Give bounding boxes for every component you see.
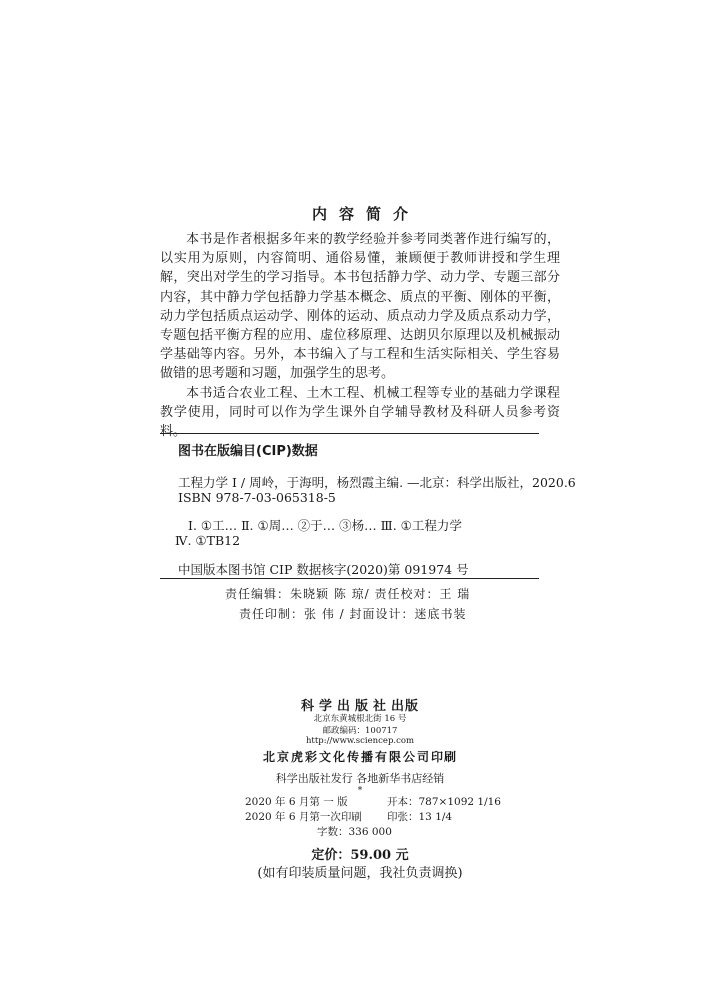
spec-row-edition <box>245 795 501 810</box>
printer-name: 北京虎彩文化传播有限公司 <box>262 750 431 764</box>
cip-isbn: ISBN 978-7-03-065318-5 <box>178 490 336 505</box>
cip-title-line: 工程力学 Ⅰ / 周岭，于海明，杨烈霞主编. —北京：科学出版社，2020.6 <box>178 475 576 490</box>
separator-star: * <box>357 786 363 796</box>
summary-paragraph-1: 本书是作者根据多年来的教学经验并参考同类著作进行编写的，以实用为原则，内容简明、通俗易懂，兼顾便于教师讲授和学生理解，突出对学生的学习指导。本书包括静力学、动力学、专题三部分内容，其中静力学包括静力学基本概念、质点的平衡、刚体的平衡，动力学包括质点运动学、刚体的运动、质点动力学及质点系动力学，专题包括平衡方程的应用、虚位移原理、达朗贝尔原理以及机械振动学基础等内容。另外，本书编入了与工程和生活实际相关、学生容易做错的思考题和习题，加强学生的思考。 <box>160 232 560 382</box>
distribution: 科学出版社发行 各地新华书店经销 <box>275 772 445 785</box>
cip-classification-2: Ⅳ. ①TB12 <box>175 533 241 548</box>
cip-classification-1: Ⅰ. ①工… Ⅱ. ①周… ②于… ③杨… Ⅲ. ①工程力学 <box>188 518 462 533</box>
printer-line <box>0 748 720 765</box>
summary-paragraph-2: 本书适合农业工程、土木工程、机械工程等专业的基础力学课程教学使用，同时可以作为学生课外自学辅导教材及科研人员参考资料。 <box>160 385 560 440</box>
publisher-website: http://www.sciencep.com <box>305 736 415 746</box>
summary-title: 内容简介 <box>311 205 420 223</box>
credits-production: 责任印制：张 伟 / 封面设计：迷底书装 <box>239 607 467 621</box>
spec-row-printing <box>245 810 501 825</box>
quality-notice: (如有印装质量问题，我社负责调换) <box>257 866 463 881</box>
publisher-name: 科学出版社 <box>300 699 391 714</box>
price: 定价：59.00 元 <box>311 848 409 863</box>
credits-editors: 责任编辑：朱晓颖 陈 琼/ 责任校对：王 瑞 <box>225 587 471 601</box>
publisher-postcode: 邮政编码：100717 <box>322 726 398 736</box>
format: 开本：787×1092 1/16 <box>387 796 501 808</box>
printing-date: 2020 年 6 月第一次印刷 <box>245 811 362 823</box>
cip-top-rule <box>160 433 539 434</box>
cip-heading: 图书在版编目(CIP)数据 <box>178 444 318 459</box>
cip-record-number: 中国版本图书馆 CIP 数据核字(2020)第 091974 号 <box>178 562 469 577</box>
sheets: 印张：13 1/4 <box>387 811 453 823</box>
spec-row-wordcount <box>245 825 501 840</box>
publisher-address: 北京东黄城根北街 16 号 <box>313 714 407 724</box>
cip-bottom-rule <box>160 578 539 579</box>
publisher-name-suffix: 出版 <box>391 699 420 714</box>
word-count: 字数：336 000 <box>317 826 392 838</box>
printer-suffix: 印刷 <box>431 750 458 764</box>
summary-body <box>160 230 560 441</box>
edition-date: 2020 年 6 月第 一 版 <box>245 796 348 808</box>
spec-table <box>245 795 501 840</box>
